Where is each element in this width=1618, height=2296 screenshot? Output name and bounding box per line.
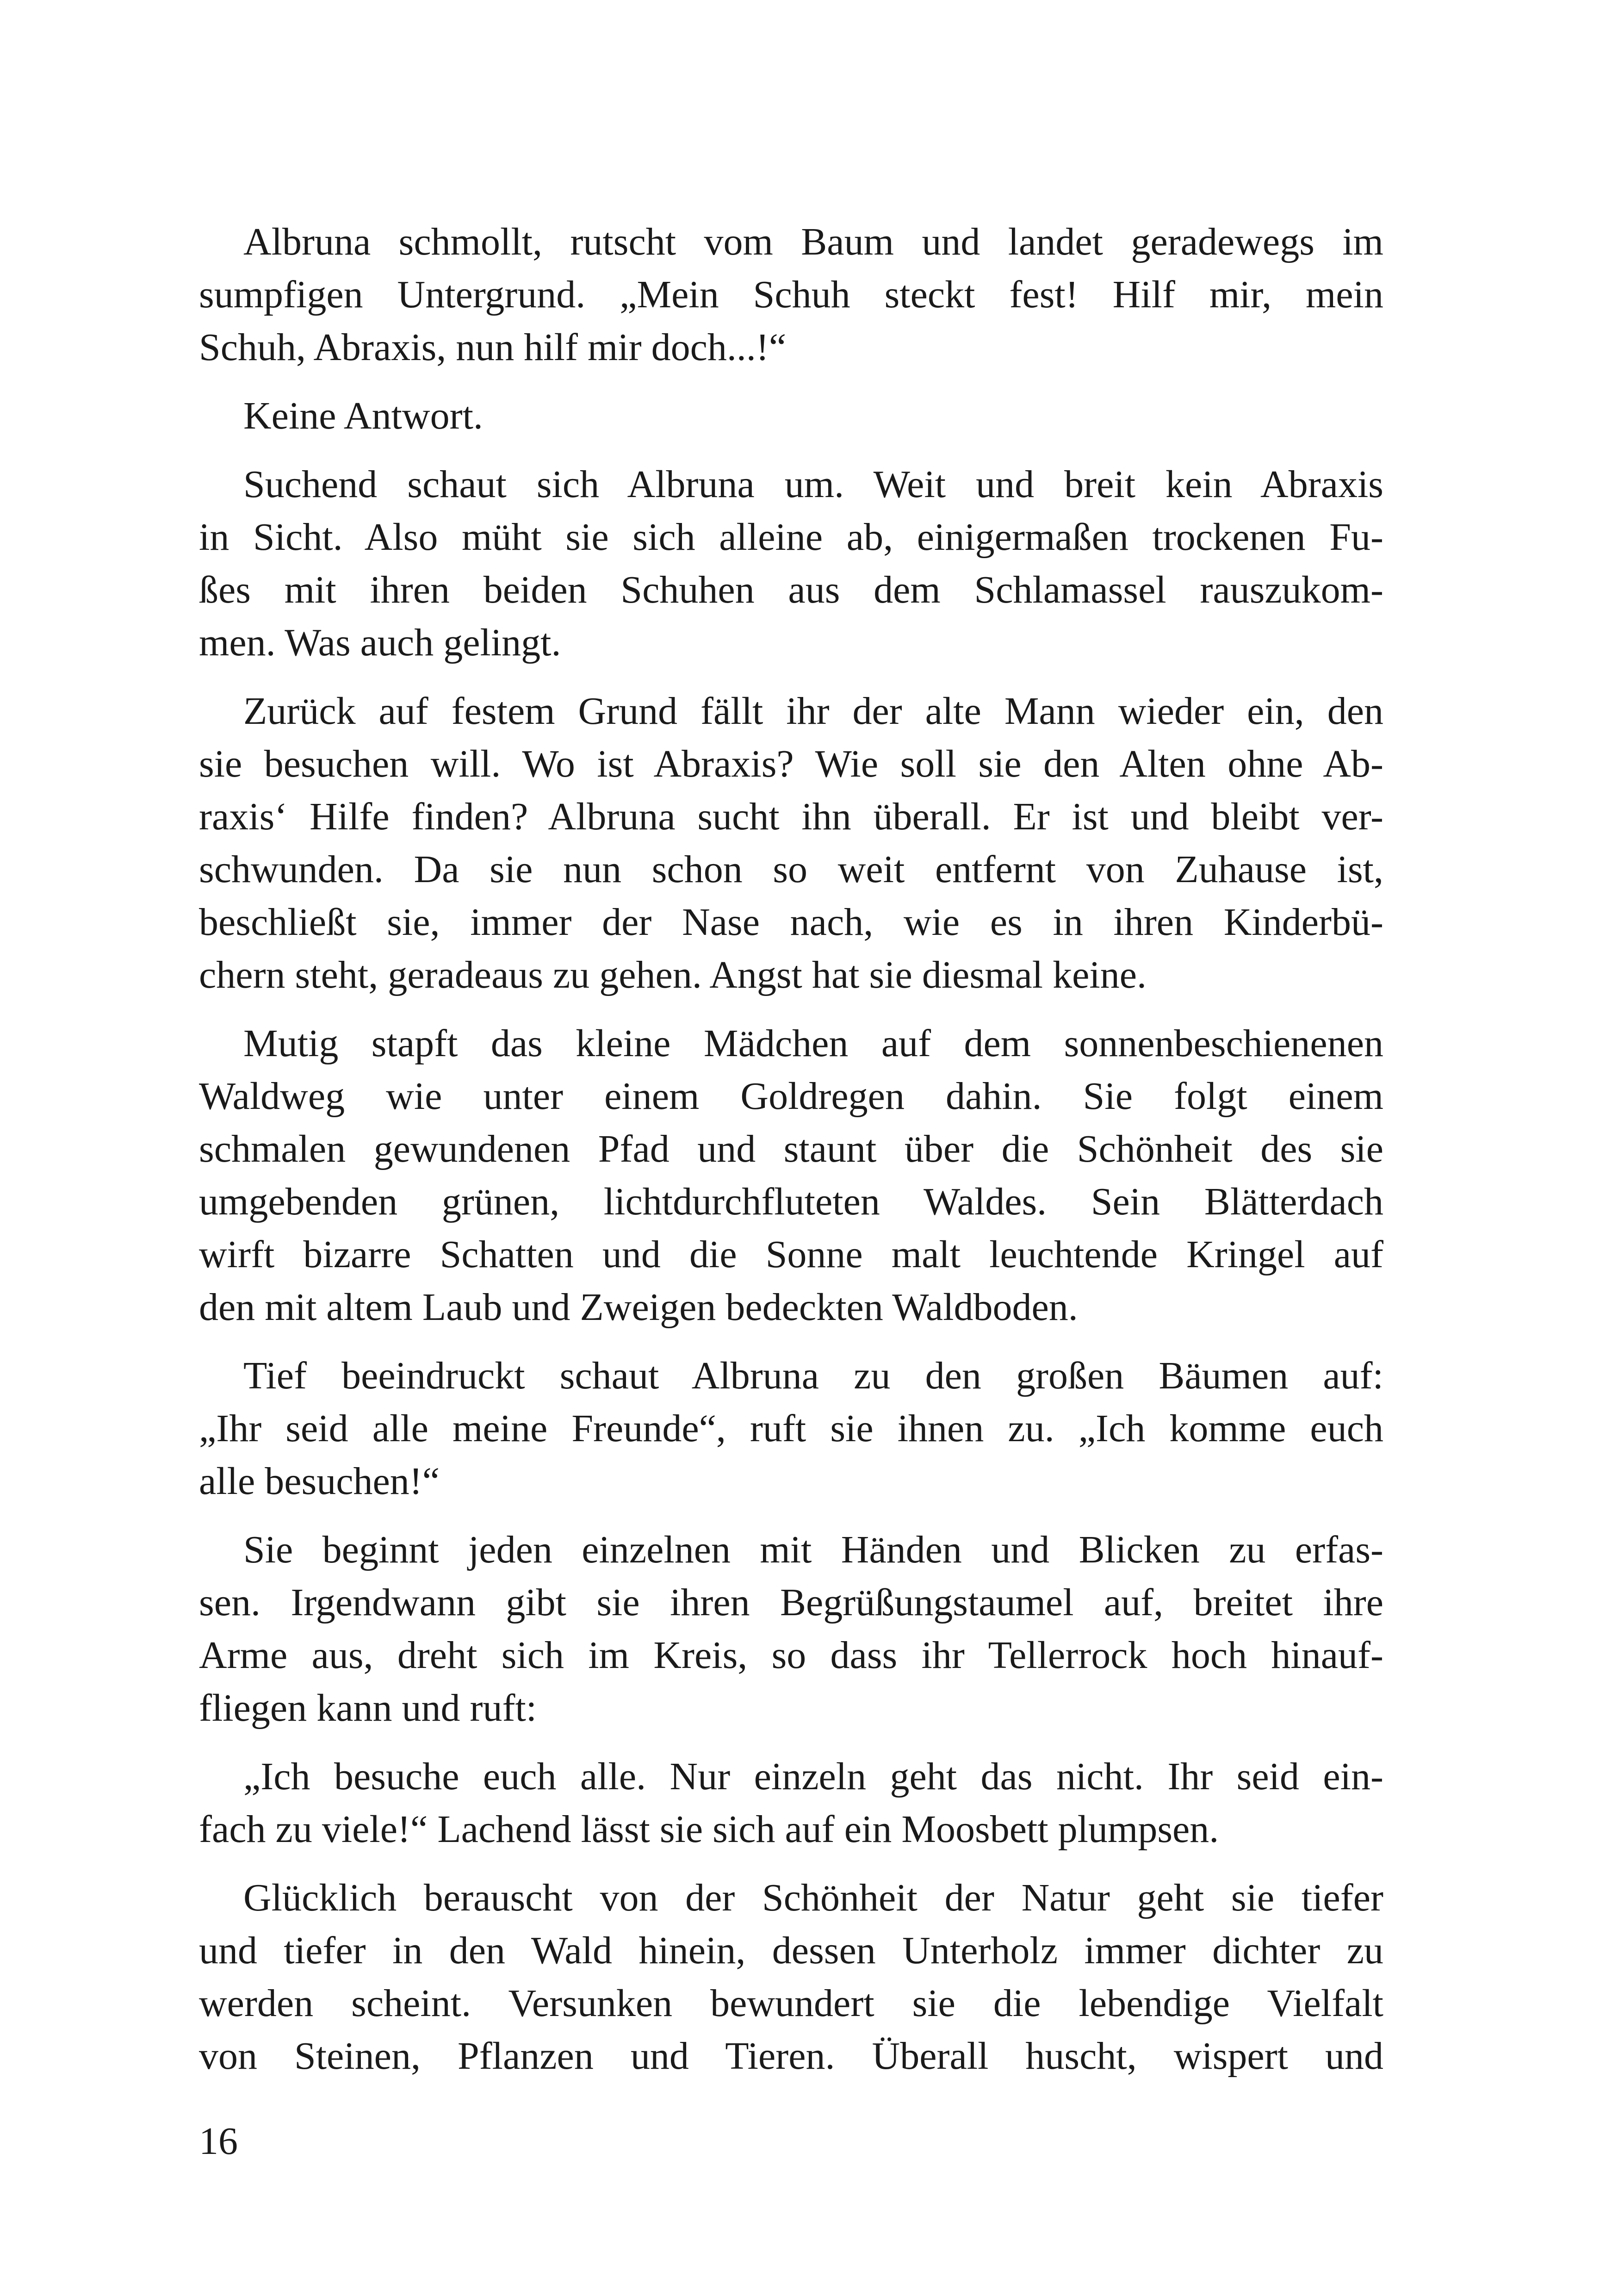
text-line: sen. Irgendwann gibt sie ihren Begrüßungstaumel auf, breitet ihre [199, 1581, 1383, 1624]
paragraph [199, 685, 1383, 1002]
text-line: Mutig stapft das kleine Mädchen auf dem sonnenbeschienenen [243, 1022, 1383, 1065]
text-line: men. Was auch gelingt. [199, 621, 561, 664]
text-line: Albruna schmollt, rutscht vom Baum und landet geradewegs im [243, 220, 1383, 263]
text-line: umgebenden grünen, lichtdurchfluteten Waldes. Sein Blätterdach [199, 1180, 1383, 1223]
paragraph [199, 1750, 1383, 1856]
text-line: sie besuchen will. Wo ist Abraxis? Wie soll sie den Alten ohne Ab- [199, 742, 1383, 785]
text-line: alle besuchen!“ [199, 1460, 440, 1503]
page-number: 16 [199, 2120, 238, 2163]
paragraph [199, 390, 1383, 442]
text-line: Keine Antwort. [243, 394, 483, 437]
text-line: von Steinen, Pflanzen und Tieren. Überall huscht, wispert und [199, 2035, 1383, 2078]
paragraph [199, 1017, 1383, 1334]
text-line: und tiefer in den Wald hinein, dessen Unterholz immer dichter zu [199, 1929, 1383, 1972]
paragraph [199, 216, 1383, 374]
paragraph [199, 1872, 1383, 2083]
text-line: den mit altem Laub und Zweigen bedeckten Waldboden. [199, 1286, 1078, 1329]
text-line: Waldweg wie unter einem Goldregen dahin. Sie folgt einem [199, 1075, 1383, 1118]
paragraph [199, 458, 1383, 669]
paragraph [199, 1524, 1383, 1735]
text-line: in Sicht. Also müht sie sich alleine ab, einigermaßen trockenen Fu- [199, 516, 1383, 559]
text-line: Schuh, Abraxis, nun hilf mir doch...!“ [199, 326, 787, 369]
text-line: Tief beeindruckt schaut Albruna zu den großen Bäumen auf: [243, 1354, 1383, 1397]
text-line: Sie beginnt jeden einzelnen mit Händen und Blicken zu erfas- [243, 1528, 1383, 1571]
text-line: schmalen gewundenen Pfad und staunt über die Schönheit des sie [199, 1127, 1383, 1170]
text-line: wirft bizarre Schatten und die Sonne malt leuchtende Kringel auf [199, 1233, 1383, 1276]
text-line: Glücklich berauscht von der Schönheit der Natur geht sie tiefer [243, 1876, 1383, 1919]
text-line: raxis‘ Hilfe finden? Albruna sucht ihn überall. Er ist und bleibt ver- [199, 795, 1383, 838]
text-line: fach zu viele!“ Lachend lässt sie sich auf ein Moosbett plumpsen. [199, 1808, 1219, 1851]
text-line: schwunden. Da sie nun schon so weit entfernt von Zuhause ist, [199, 848, 1383, 891]
text-line: ßes mit ihren beiden Schuhen aus dem Schlamassel rauszukom- [199, 568, 1383, 611]
text-line: werden scheint. Versunken bewundert sie die lebendige Vielfalt [199, 1982, 1383, 2025]
text-line: sumpfigen Untergrund. „Mein Schuh steckt fest! Hilf mir, mein [199, 273, 1383, 316]
text-line: Zurück auf festem Grund fällt ihr der alte Mann wieder ein, den [243, 690, 1383, 733]
text-line: Arme aus, dreht sich im Kreis, so dass ihr Tellerrock hoch hinauf- [199, 1634, 1383, 1677]
text-line: Suchend schaut sich Albruna um. Weit und breit kein Abraxis [243, 463, 1383, 506]
text-line: chern steht, geradeaus zu gehen. Angst hat sie diesmal keine. [199, 953, 1147, 996]
paragraph [199, 1350, 1383, 1508]
text-line: beschließt sie, immer der Nase nach, wie es in ihren Kinderbü- [199, 901, 1383, 944]
body-text [199, 216, 1383, 2098]
text-line: „Ihr seid alle meine Freunde“, ruft sie ihnen zu. „Ich komme euch [199, 1407, 1383, 1450]
text-line: fliegen kann und ruft: [199, 1686, 537, 1730]
text-line: „Ich besuche euch alle. Nur einzeln geht das nicht. Ihr seid ein- [243, 1755, 1383, 1798]
